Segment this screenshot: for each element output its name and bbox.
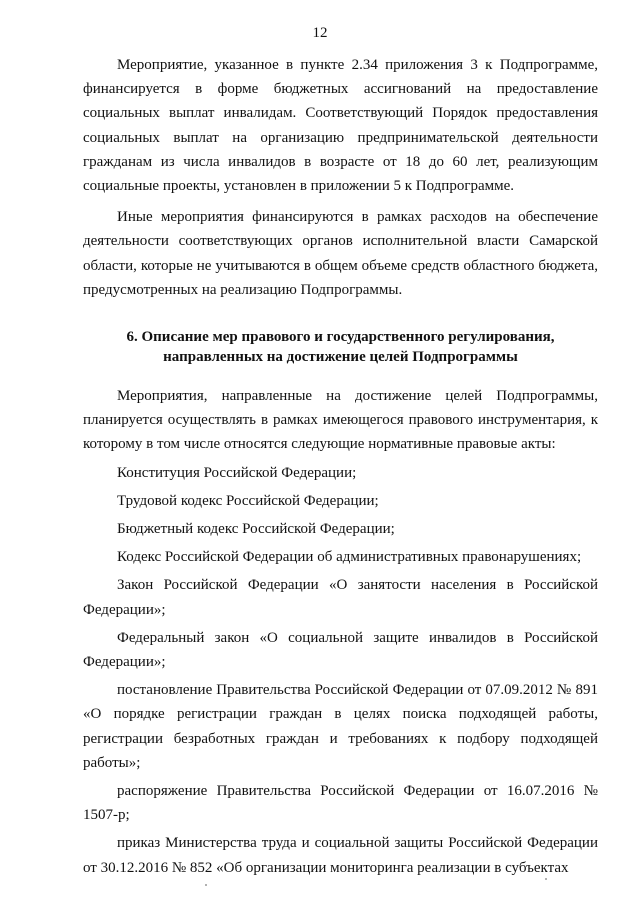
section-intro: Мероприятия, направленные на достижение целей Подпрограммы, планируется осуществлять в рамках имеющегося правового инструментария, к которому в том числе относятся следующие нормативные правовые акты: (83, 388, 598, 453)
paragraph-social-payments: Мероприятие, указанное в пункте 2.34 приложения 3 к Подпрограмме, финансируется в форме бюджетных ассигнований на предоставление социальных выплат инвалидам. Соответствующий Порядок предоставления социальных выплат на организацию предпринимательской деятельности гражданам из числа инвалидов в возрасте от 18 до 60 лет, реализующим социальные проекты, установлен в приложении 5 к Подпрограмме. (83, 57, 598, 195)
section-heading-line-2: направленных на достижение целей Подпрограммы (163, 349, 518, 366)
scan-speck (205, 884, 207, 886)
list-item: постановление Правительства Российской Федерации от 07.09.2012 № 891 «О порядке регистрации граждан в целях поиска подходящей работы, регистрации безработных граждан и требованиях к подбору подходящей работы»; (83, 682, 598, 771)
list-item: распоряжение Правительства Российской Федерации от 16.07.2016 № 1507-р; (83, 783, 598, 824)
list-item: Трудовой кодекс Российской Федерации; (117, 492, 379, 509)
page-number: 12 (312, 25, 328, 41)
scan-speck (545, 878, 547, 880)
list-item: Кодекс Российской Федерации об административных правонарушениях; (117, 549, 582, 566)
section-heading-line-1: 6. Описание мер правового и государственного регулирования, (126, 329, 555, 346)
list-item: Бюджетный кодекс Российской Федерации; (117, 521, 395, 538)
list-item: приказ Министерства труда и социальной защиты Российской Федерации от 30.12.2016 № 852 «Об организации мониторинга реализации в субъектах (83, 835, 598, 876)
paragraph-other-measures: Иные мероприятия финансируются в рамках расходов на обеспечение деятельности соответствующих органов исполнительной власти Самарской области, которые не учитываются в общем объеме средств областного бюджета, предусмотренных на реализацию Подпрограммы. (83, 209, 598, 298)
list-item: Конституция Российской Федерации; (117, 464, 357, 481)
document-body (83, 53, 598, 880)
list-item: Закон Российской Федерации «О занятости населения в Российской Федерации»; (83, 577, 598, 618)
list-item: Федеральный закон «О социальной защите инвалидов в Российской Федерации»; (83, 629, 598, 671)
section-heading (83, 327, 598, 367)
